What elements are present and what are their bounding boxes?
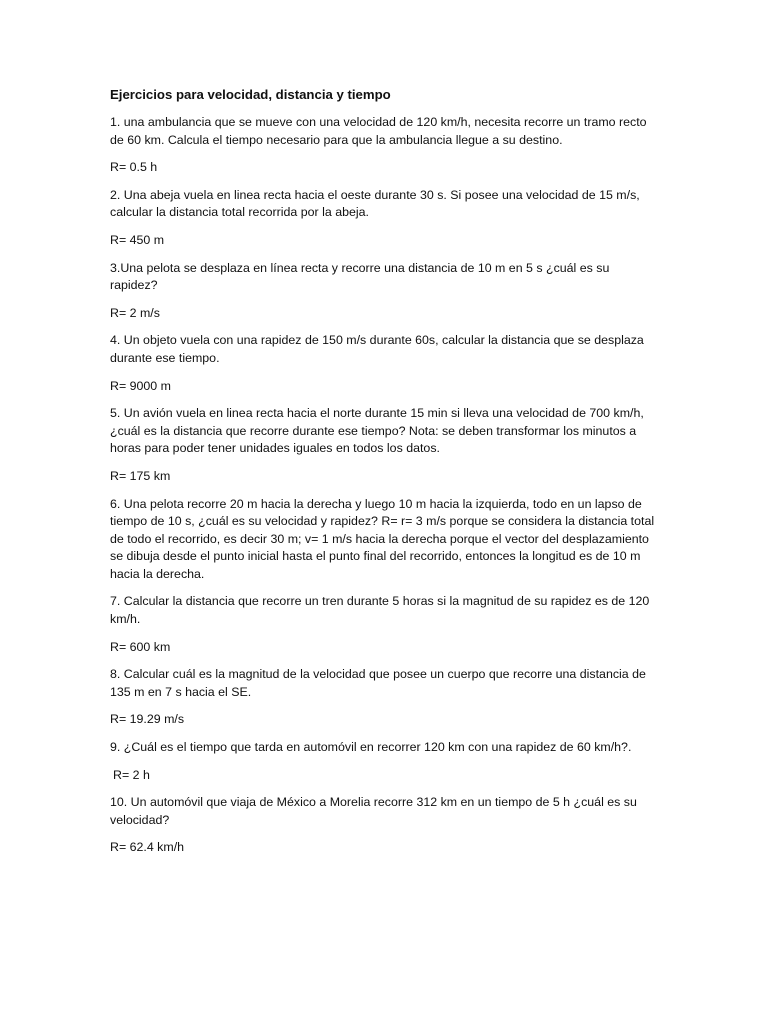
exercise-1-answer: R= 0.5 h <box>110 160 158 175</box>
exercise-5-question: 5. Un avión vuela en linea recta hacia el norte durante 15 min si lleva una velocidad de 700 km/h, ¿cuál es la distancia que recorre durante ese tiempo? Nota: se deben transformar los minutos a horas para poder tener unidades iguales en todos los datos. <box>110 406 644 456</box>
exercise-3-question: 3.Una pelota se desplaza en línea recta y recorre una distancia de 10 m en 5 s ¿cuál es su rapidez? <box>110 260 610 293</box>
exercise-8-question: 8. Calcular cuál es la magnitud de la velocidad que posee un cuerpo que recorre una distancia de 135 m en 7 s hacia el SE. <box>110 667 646 699</box>
exercise-8-answer: R= 19.29 m/s <box>110 712 185 727</box>
exercise-4-answer: R= 9000 m <box>110 378 171 393</box>
exercise-9-question: 9. ¿Cuál es el tiempo que tarda en automóvil en recorrer 120 km con una rapidez de 60 km/h?. <box>110 740 632 755</box>
exercise-7-answer: R= 600 km <box>110 639 171 654</box>
exercise-10-answer: R= 62.4 km/h <box>110 840 185 855</box>
exercise-2-answer: R= 450 m <box>110 232 165 247</box>
exercise-3-answer: R= 2 m/s <box>110 305 160 320</box>
exercise-10-question: 10. Un automóvil que viaja de México a Morelia recorre 312 km en un tiempo de 5 h ¿cuál es su velocidad? <box>110 795 637 827</box>
exercise-1-question: 1. una ambulancia que se mueve con una velocidad de 120 km/h, necesita recorre un tramo recto de 60 km. Calcula el tiempo necesario para que la ambulancia llegue a su destino. <box>110 115 647 147</box>
exercise-9-answer: R= 2 h <box>113 767 150 782</box>
exercise-7-question: 7. Calcular la distancia que recorre un tren durante 5 horas si la magnitud de su rapidez es de 120 km/h. <box>110 594 650 627</box>
exercise-5-answer: R= 175 km <box>110 468 171 483</box>
document-title: Ejercicios para velocidad, distancia y tiempo <box>110 87 391 102</box>
exercise-2-question: 2. Una abeja vuela en linea recta hacia el oeste durante 30 s. Si posee una velocidad de 15 m/s, calcular la distancia total recorrida por la abeja. <box>110 187 640 220</box>
document-content <box>110 86 660 867</box>
exercise-4-question: 4. Un objeto vuela con una rapidez de 150 m/s durante 60s, calcular la distancia que se desplaza durante ese tiempo. <box>110 333 644 365</box>
exercise-6-question: 6. Una pelota recorre 20 m hacia la derecha y luego 10 m hacia la izquierda, todo en un lapso de tiempo de 10 s, ¿cuál es su velocidad y rapidez? R= r= 3 m/s porque se considera la distancia total de todo el recorrido, es decir 30 m; v= 1 m/s hacia la derecha porque el vector del desplazamiento se dibuja desde el punto inicial hasta el punto final del recorrido, entonces la longitud es de 10 m hacia la derecha. <box>110 496 655 581</box>
